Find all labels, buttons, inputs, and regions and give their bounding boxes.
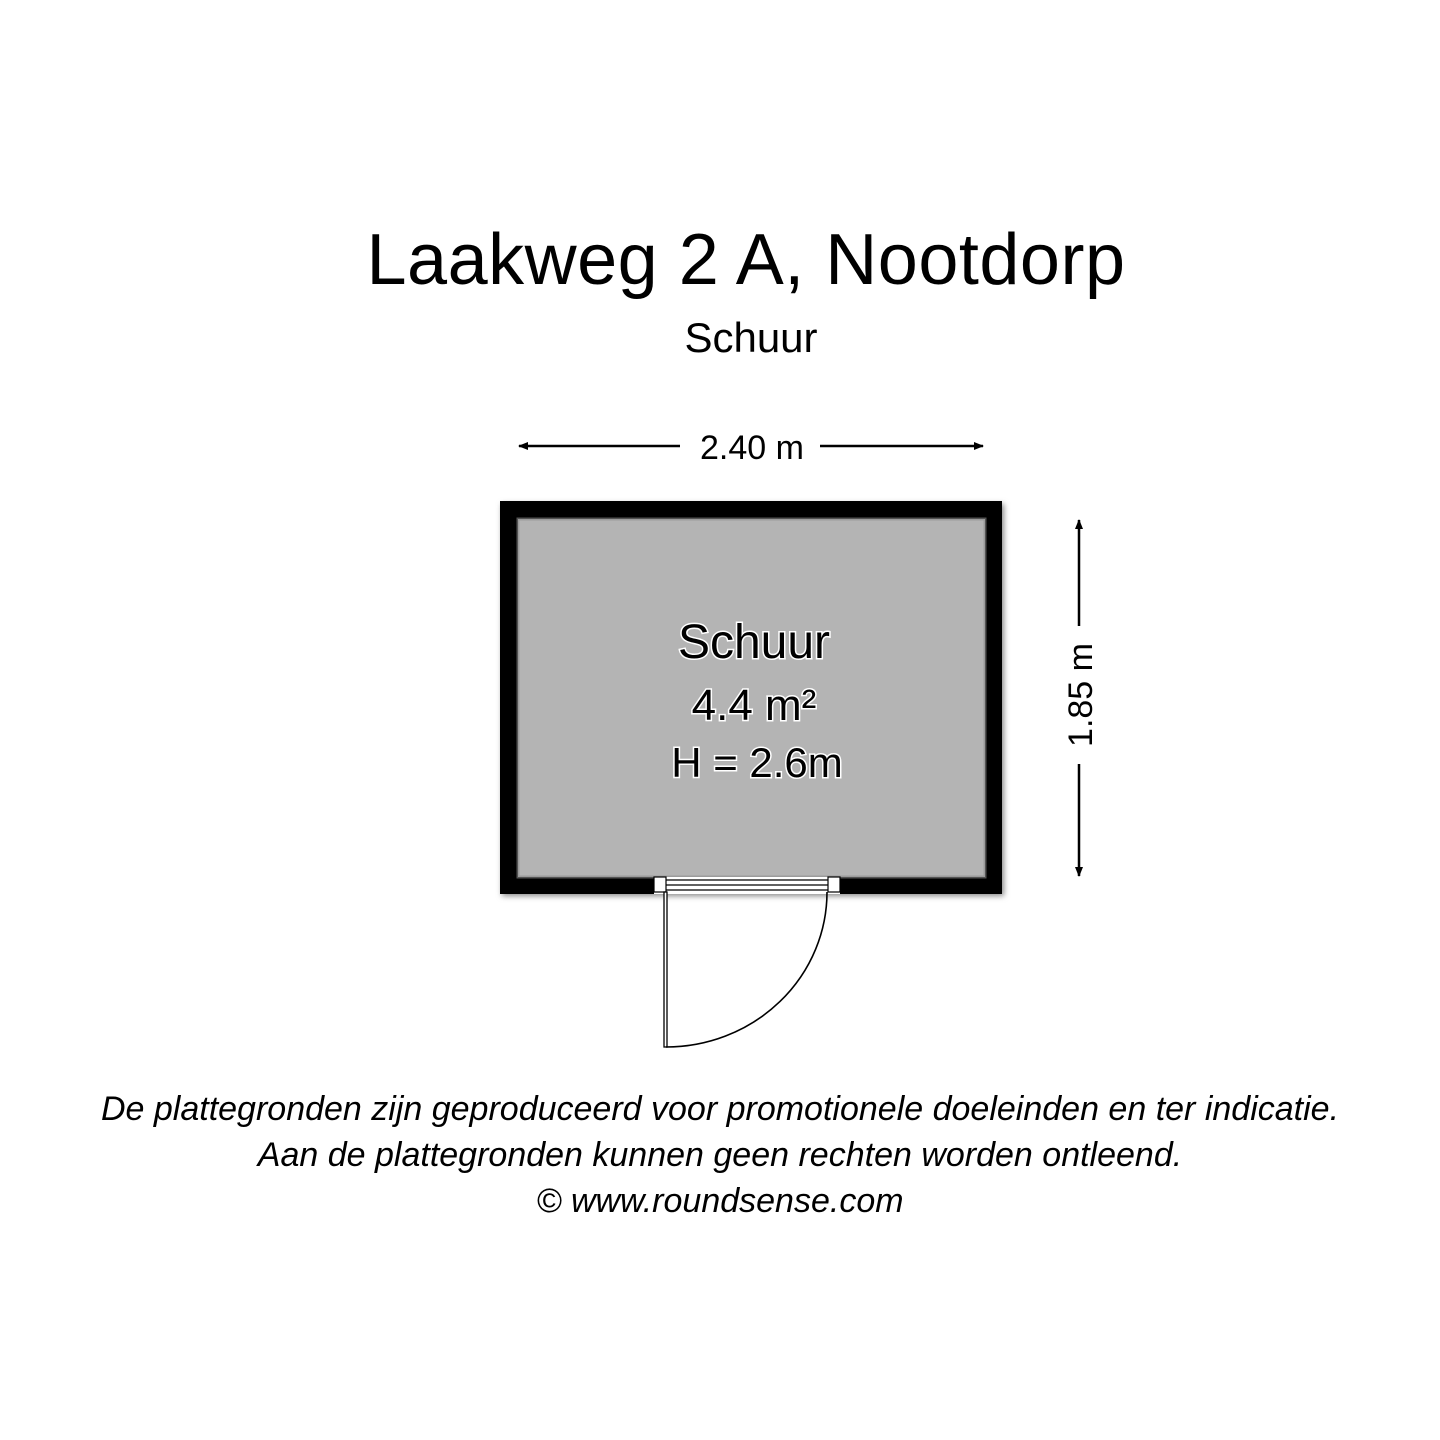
- door-leaf: [664, 892, 667, 1047]
- width-dimension: [519, 429, 983, 467]
- room-area: 4.4 m²: [691, 681, 817, 730]
- disclaimer-line-2: Aan de plattegronden kunnen geen rechten worden ontleend.: [257, 1136, 1183, 1174]
- disclaimer-line-1: De plattegronden zijn geproduceerd voor promotionele doeleinden en ter indicatie.: [100, 1090, 1340, 1128]
- room-height: H = 2.6m: [671, 739, 843, 786]
- depth-dimension: [1062, 520, 1100, 876]
- depth-label: 1.85 m: [1062, 643, 1100, 747]
- plan-title: Laakweg 2 A, Nootdorp: [366, 220, 1126, 300]
- disclaimer: [0, 1086, 1440, 1224]
- room-schuur: [500, 501, 1004, 1047]
- door-swing-arc: [666, 892, 827, 1047]
- floor-label: Schuur: [684, 314, 818, 361]
- door-jamb-left: [654, 877, 666, 892]
- copyright-line: © www.roundsense.com: [536, 1182, 904, 1220]
- door-jamb-right: [828, 877, 840, 892]
- room-name: Schuur: [677, 616, 831, 669]
- width-label: 2.40 m: [700, 429, 804, 467]
